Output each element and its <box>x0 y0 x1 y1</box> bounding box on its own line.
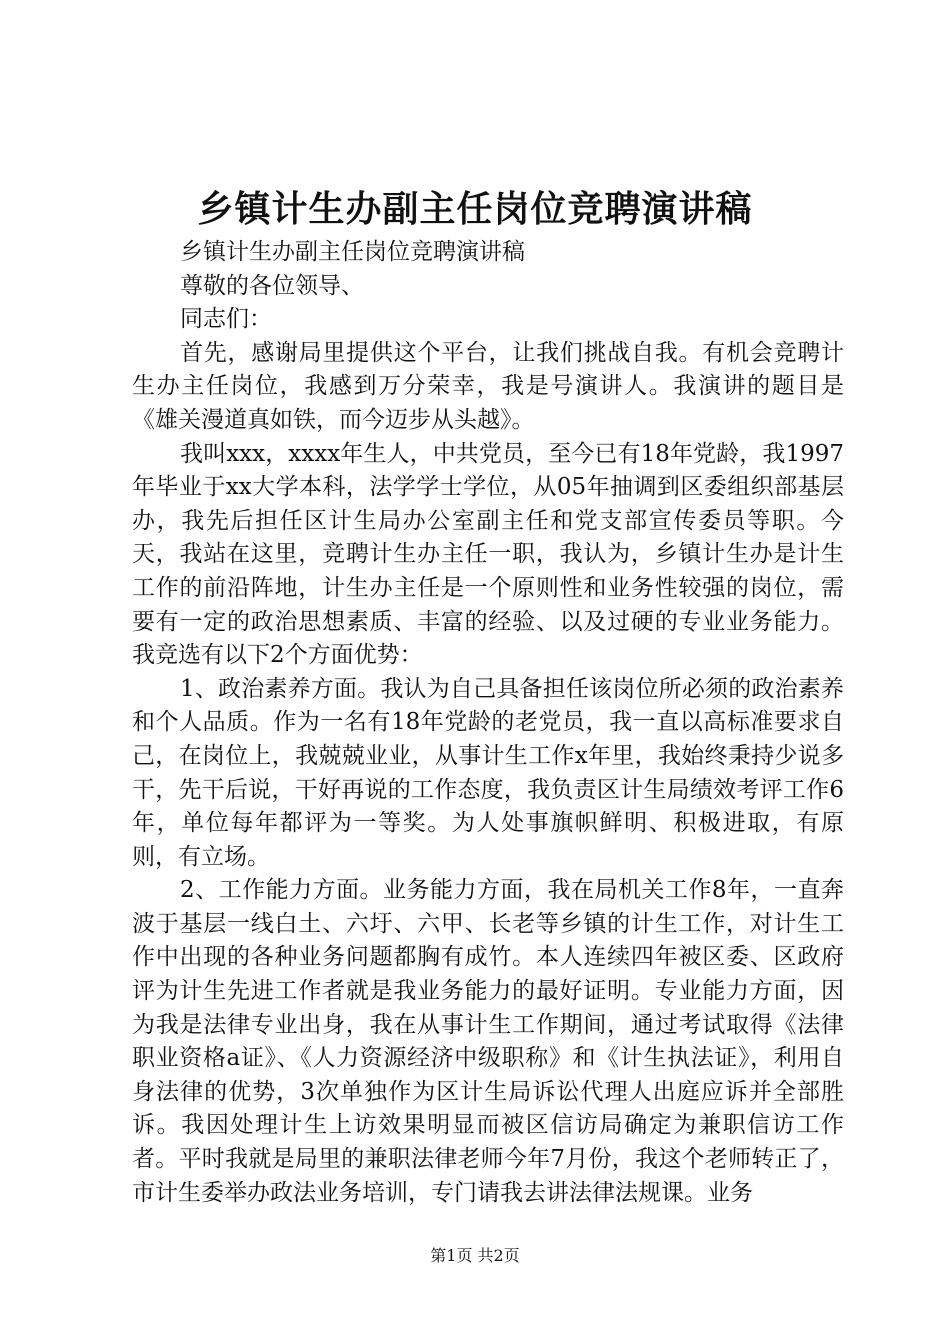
document-body <box>132 236 844 1210</box>
paragraph-salutation-2: 同志们： <box>180 306 272 333</box>
paragraph-subtitle: 乡镇计生办副主任岗位竞聘演讲稿 <box>180 239 525 265</box>
document-title: 乡镇计生办副主任岗位竞聘演讲稿 <box>197 188 753 230</box>
paragraph-work-ability: 2、工作能力方面。业务能力方面，我在局机关工作8年，一直奔波于基层一线白土、六圩、六甲、长老等乡镇的计生工作，对计生工作中出现的各种业务问题都胸有成竹。本人连续四年被区委、区政府评为计生先进工作者就是我业务能力的最好证明。专业能力方面，因为我是法律专业出身，我在从事计生工作期间，通过考试取得《法律职业资格a证》、《人力资源经济中级职称》和《计生执法证》，利用自身法律的优势，3次单独作为区计生局诉讼代理人出庭应诉并全部胜诉。我因处理计生上访效果明显而被区信访局确定为兼职信访工作者。平时我就是局里的兼职法律老师今年7月份，我这个老师转正了，市计生委举办政法业务培训，专门请我去讲法律法规课。业务 <box>132 877 844 1206</box>
paragraph-political-quality: 1、政治素养方面。我认为自己具备担任该岗位所必须的政治素养和个人品质。作为一名有18年党龄的老党员，我一直以高标准要求自己，在岗位上，我兢兢业业，从事计生工作x年里，我始终秉持少说多干，先干后说，干好再说的工作态度，我负责区计生局绩效考评工作6年，单位每年都评为一等奖。为人处事旗帜鲜明、积极进取，有原则，有立场。 <box>132 675 844 870</box>
paragraph-introduction: 我叫xxx，xxxx年生人，中共党员，至今已有18年党龄，我1997年毕业于xx大学本科，法学学士学位，从05年抽调到区委组织部基层办，我先后担任区计生局办公室副主任和党支部宣传委员等职。今天，我站在这里，竞聘计生办主任一职，我认为，乡镇计生办是计生工作的前沿阵地，计生办主任是一个原则性和业务性较强的岗位，需要有一定的政治思想素质、丰富的经验、以及过硬的专业业务能力。我竞选有以下2个方面优势： <box>132 440 844 669</box>
paragraph-opening: 首先，感谢局里提供这个平台，让我们挑战自我。有机会竞聘计生办主任岗位，我感到万分荣幸，我是号演讲人。我演讲的题目是《雄关漫道真如铁，而今迈步从头越》。 <box>132 339 844 433</box>
page-indicator: 第1页 共2页 <box>430 1246 520 1265</box>
paragraph-salutation: 尊敬的各位领导、 <box>180 272 364 299</box>
